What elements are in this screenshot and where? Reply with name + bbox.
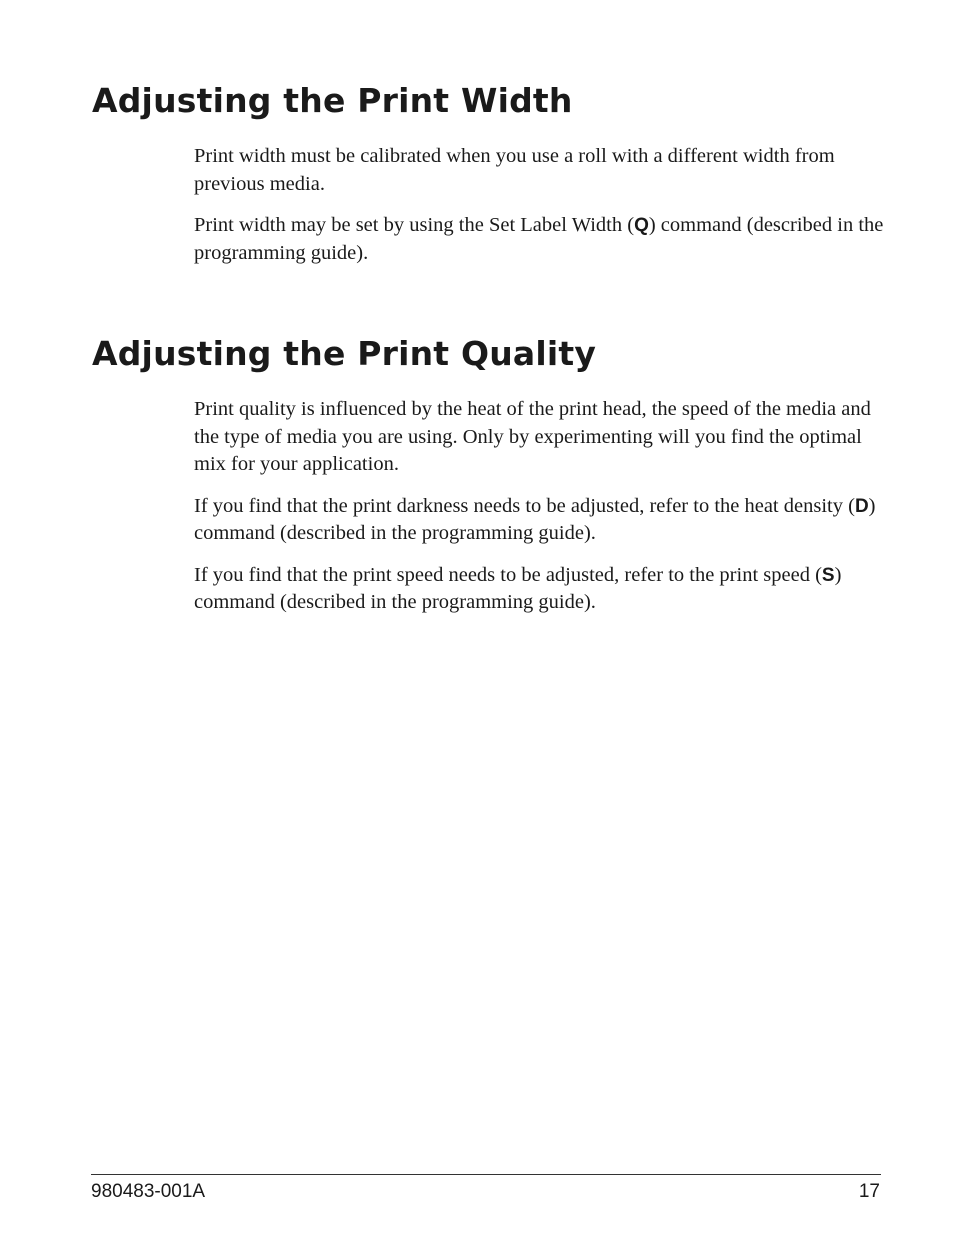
paragraph-text-post: ) command (described in the programming guide).: [194, 214, 884, 264]
footer-document-number: 980483-001A: [91, 1181, 206, 1202]
paragraph-text-pre: Print width may be set by using the Set Label Width (: [194, 214, 635, 236]
footer-page-number: 17: [858, 1181, 880, 1202]
command-code: D: [854, 495, 869, 517]
paragraph-calibration: [194, 143, 884, 198]
paragraph-text-post: ) command (described in the programming guide).: [194, 563, 842, 613]
heading-print-quality: Adjusting the Print Quality: [92, 334, 597, 373]
paragraph-speed: [194, 562, 884, 617]
command-code: S: [821, 564, 835, 586]
paragraph-text-post: ) command (described in the programming guide).: [194, 494, 876, 544]
paragraph-set-label-width: [194, 212, 884, 267]
paragraph-quality-intro: [194, 396, 884, 479]
footer-divider: [91, 1174, 881, 1175]
paragraph-darkness: [194, 493, 884, 548]
command-code: Q: [634, 215, 649, 236]
paragraph-text-pre: If you find that the print speed needs to be adjusted, refer to the print speed (: [194, 563, 822, 586]
paragraph-text: Print width must be calibrated when you use a roll with a different width from previous media.: [194, 145, 835, 195]
paragraph-text-pre: If you find that the print darkness needs to be adjusted, refer to the heat density (: [194, 494, 855, 517]
section-print-quality: [194, 396, 884, 631]
paragraph-text: Print quality is influenced by the heat of the print head, the speed of the media and the type of media you are using. Only by experimenting will you find the optimal mix for your application.: [194, 398, 871, 475]
heading-print-width: Adjusting the Print Width: [92, 81, 573, 120]
section-print-width: [194, 143, 884, 281]
